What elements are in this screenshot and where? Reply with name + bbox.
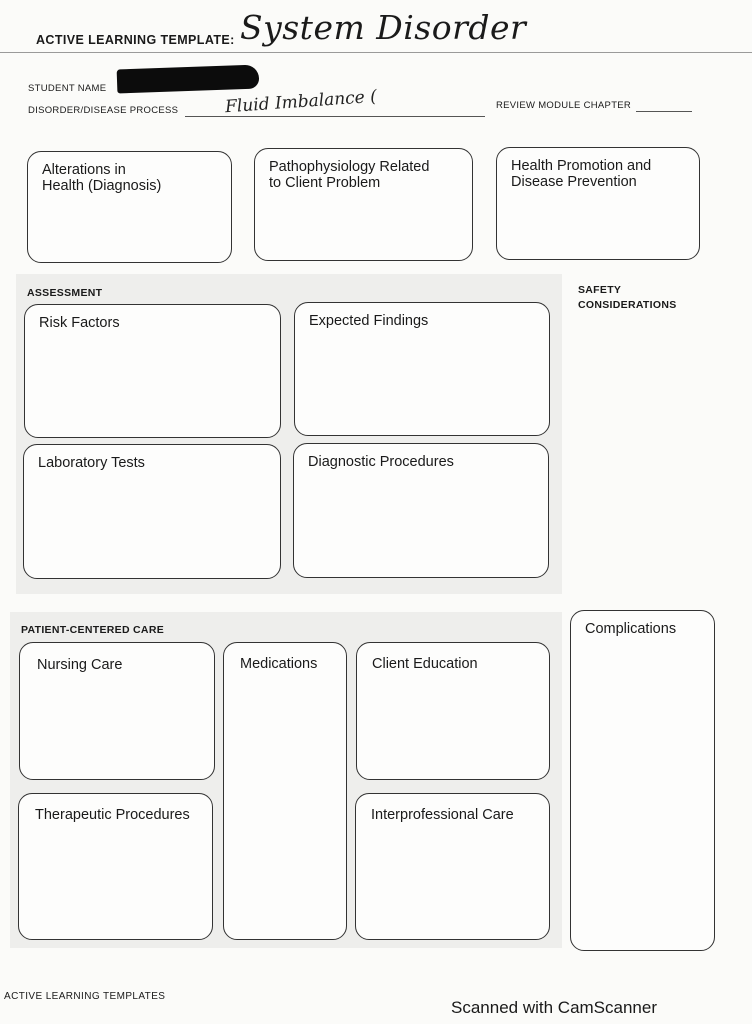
disorder-value[interactable]: Fluid Imbalance ( <box>224 86 378 118</box>
alterations-label: Alterations in Health (Diagnosis) <box>42 162 162 194</box>
disorder-label: DISORDER/DISEASE PROCESS <box>28 105 179 116</box>
medications-label: Medications <box>240 656 318 672</box>
therapeutic-procedures-label: Therapeutic Procedures <box>35 807 190 823</box>
risk-factors-box[interactable] <box>24 304 281 438</box>
interprofessional-care-box[interactable] <box>355 793 550 940</box>
alterations-box[interactable] <box>27 151 232 263</box>
review-chapter-line <box>636 111 692 112</box>
diagnostic-procedures-box[interactable] <box>293 443 549 578</box>
health-promotion-box[interactable] <box>496 147 700 260</box>
diagnostic-procedures-label: Diagnostic Procedures <box>308 454 454 470</box>
risk-factors-label: Risk Factors <box>39 315 120 331</box>
page-title: System Disorder <box>240 8 527 47</box>
header-divider <box>0 52 752 53</box>
interprofessional-care-label: Interprofessional Care <box>371 807 514 823</box>
complications-label: Complications <box>585 621 677 637</box>
student-name-label: STUDENT NAME <box>28 83 107 94</box>
laboratory-tests-label: Laboratory Tests <box>38 455 145 471</box>
medications-box[interactable] <box>223 642 347 940</box>
client-education-label: Client Education <box>372 656 478 672</box>
template-label: ACTIVE LEARNING TEMPLATE: <box>36 33 235 47</box>
footer-templates-label: ACTIVE LEARNING TEMPLATES <box>4 991 166 1002</box>
redacted-name <box>117 65 260 94</box>
health-promotion-label: Health Promotion and Disease Prevention <box>511 158 652 190</box>
camscanner-watermark: Scanned with CamScanner <box>451 998 658 1017</box>
pathophysiology-label: Pathophysiology Related to Client Problem <box>269 159 430 191</box>
client-education-box[interactable] <box>356 642 550 780</box>
expected-findings-label: Expected Findings <box>309 313 429 329</box>
review-chapter-label: REVIEW MODULE CHAPTER <box>496 100 632 111</box>
expected-findings-box[interactable] <box>294 302 550 436</box>
laboratory-tests-box[interactable] <box>23 444 281 579</box>
patient-care-heading: PATIENT-CENTERED CARE <box>21 624 164 636</box>
pathophysiology-box[interactable] <box>254 148 473 261</box>
nursing-care-label: Nursing Care <box>37 657 123 673</box>
therapeutic-procedures-box[interactable] <box>18 793 213 940</box>
nursing-care-box[interactable] <box>19 642 215 780</box>
safety-heading: SAFETY CONSIDERATIONS <box>578 284 677 311</box>
assessment-heading: ASSESSMENT <box>27 287 103 299</box>
complications-box[interactable] <box>570 610 715 951</box>
